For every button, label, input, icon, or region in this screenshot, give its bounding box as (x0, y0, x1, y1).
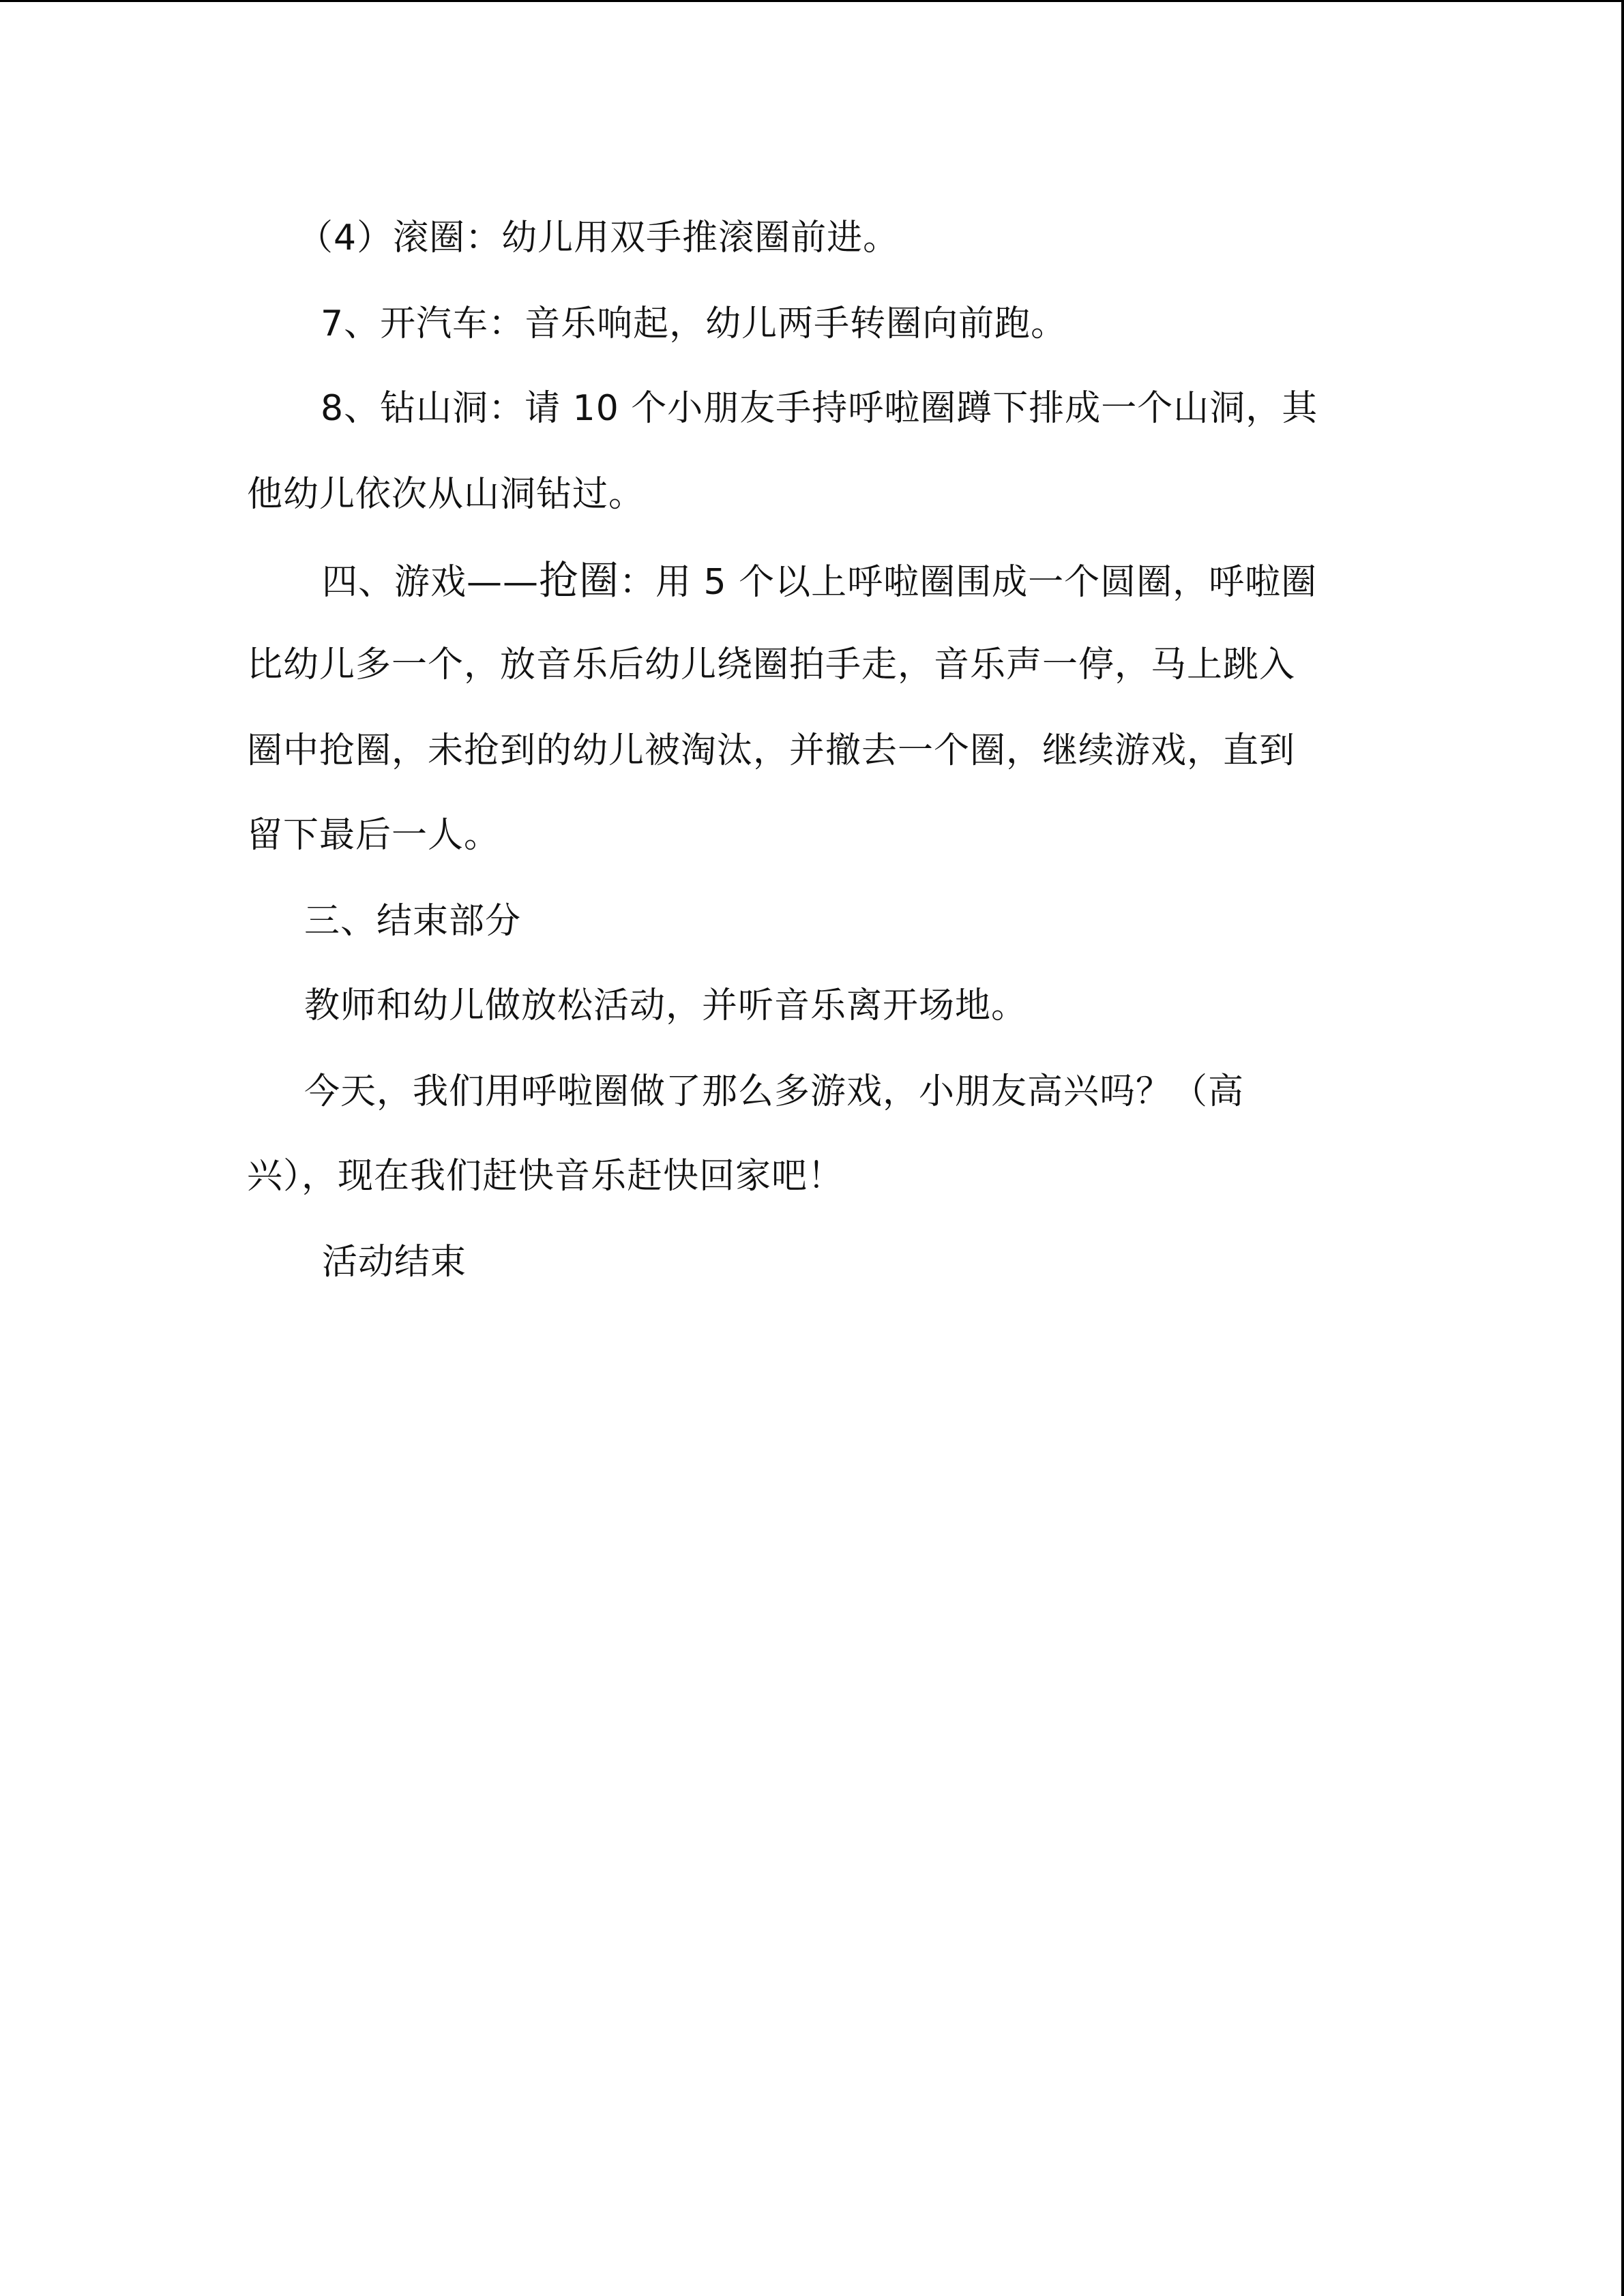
page-right-border (1621, 0, 1624, 2296)
text-line-relax: 教师和幼儿做放松活动，并听音乐离开场地。 (304, 985, 1028, 1026)
text-line-roll-hoop: （4）滚圈：幼儿用双手推滚圈前进。 (297, 218, 900, 258)
text-line-activity-end: 活动结束 (322, 1242, 467, 1283)
text-line-today-2: 兴），现在我们赶快音乐赶快回家吧！ (247, 1156, 844, 1197)
text-line-cave-1: 8、钻山洞：请 10 个小朋友手持呼啦圈蹲下排成一个山洞，其 (321, 388, 1318, 429)
text-line-game-heading (322, 556, 1317, 606)
game-heading-title: 抢圈 (539, 557, 620, 603)
page-top-border (0, 0, 1624, 2)
text-line-game-4: 留下最后一人。 (247, 815, 501, 856)
text-line-game-2: 比幼儿多一个，放音乐后幼儿绕圈拍手走，音乐声一停，马上跳入 (247, 644, 1296, 685)
text-line-drive-car: 7、开汽车：音乐响起，幼儿两手转圈向前跑。 (321, 303, 1067, 344)
game-heading-rest: ：用 5 个以上呼啦圈围成一个圆圈，呼啦圈 (619, 562, 1318, 603)
section-heading-ending: 三、结束部分 (304, 901, 522, 942)
text-line-today-1: 今天，我们用呼啦圈做了那么多游戏，小朋友高兴吗？（高 (304, 1071, 1245, 1112)
text-line-cave-2: 他幼儿依次从山洞钻过。 (247, 474, 645, 515)
game-heading-prefix: 四、游戏—— (322, 562, 540, 603)
text-line-game-3: 圈中抢圈，未抢到的幼儿被淘汰，并撤去一个圈，继续游戏，直到 (247, 730, 1296, 771)
